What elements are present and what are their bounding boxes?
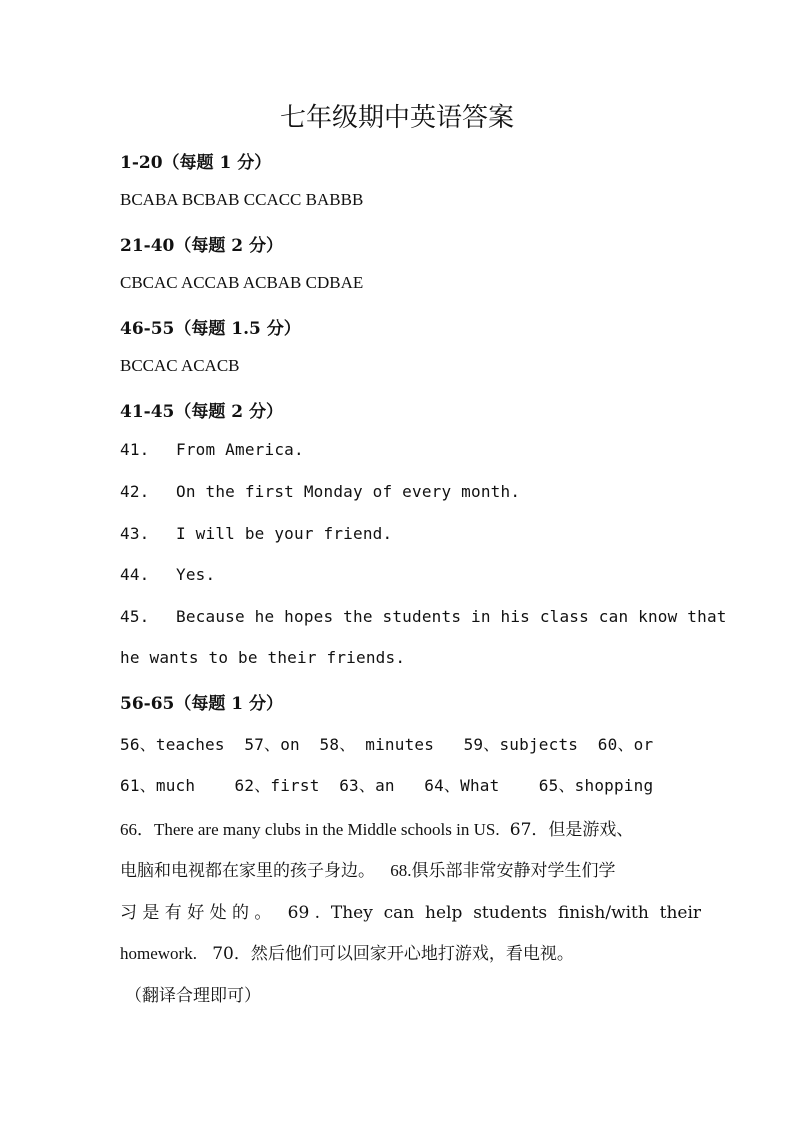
answer-66: 66．There are many clubs in the Middle schools in US. bbox=[120, 820, 500, 839]
answer-text: I will be your friend. bbox=[176, 524, 393, 543]
section-heading-46-55: 46-55（每题 1.5 分） bbox=[120, 319, 301, 339]
answer-text: Because he hopes the students in his class can know that bbox=[176, 607, 727, 626]
answer-67-end: 电脑和电视都在家里的孩子身边。 bbox=[120, 861, 375, 881]
answer-text: From America. bbox=[176, 440, 304, 459]
translation-line-3: 习 是 有 好 处 的 。 69 . They can help students finish/with their bbox=[120, 903, 702, 923]
answer-item bbox=[120, 440, 304, 459]
answer-70: 70．然后他们可以回家开心地打游戏，看电视。 bbox=[212, 944, 574, 964]
section-heading-21-40: 21-40（每题 2 分） bbox=[120, 236, 284, 256]
answer-67-start: 67．但是游戏、 bbox=[509, 820, 634, 840]
translation-line-2 bbox=[120, 856, 616, 881]
answer-number: 43. bbox=[120, 524, 150, 543]
answer-item bbox=[120, 524, 392, 543]
answer-number: 45. bbox=[120, 607, 150, 626]
answer-text: Yes. bbox=[176, 565, 216, 584]
translation-note: （翻译合理即可） bbox=[125, 986, 261, 1006]
answers-46-55: BCCAC ACACB bbox=[120, 356, 240, 375]
answer-item bbox=[120, 482, 520, 501]
answer-68-start: 俱乐部非常安静对学生们学 bbox=[411, 861, 616, 881]
answer-item bbox=[120, 607, 727, 626]
answer-number: 41. bbox=[120, 440, 150, 459]
answer-item bbox=[120, 565, 215, 584]
section-heading-41-45: 41-45（每题 2 分） bbox=[120, 402, 284, 422]
answer-number: 44. bbox=[120, 565, 150, 584]
section-heading-1-20: 1-20（每题 1 分） bbox=[120, 153, 272, 173]
answer-68-number: 68. bbox=[390, 861, 412, 880]
answer-continuation: he wants to be their friends. bbox=[120, 648, 406, 667]
answers-61-65: 61、much 62、first 63、an 64、What 65、shopping bbox=[120, 776, 654, 795]
answers-56-60: 56、teaches 57、on 58、 minutes 59、subjects 60、or bbox=[120, 735, 654, 754]
answer-number: 42. bbox=[120, 482, 150, 501]
answer-text: On the first Monday of every month. bbox=[176, 482, 521, 501]
translation-line-4 bbox=[120, 939, 574, 964]
section-heading-56-65: 56-65（每题 1 分） bbox=[120, 694, 284, 714]
answers-21-40: CBCAC ACCAB ACBAB CDBAE bbox=[120, 273, 364, 292]
page-title: 七年级期中英语答案 bbox=[279, 103, 514, 133]
answers-1-20: BCABA BCBAB CCACC BABBB bbox=[120, 190, 364, 209]
translation-line-1 bbox=[120, 815, 633, 840]
answer-69-end: homework. bbox=[120, 944, 197, 963]
